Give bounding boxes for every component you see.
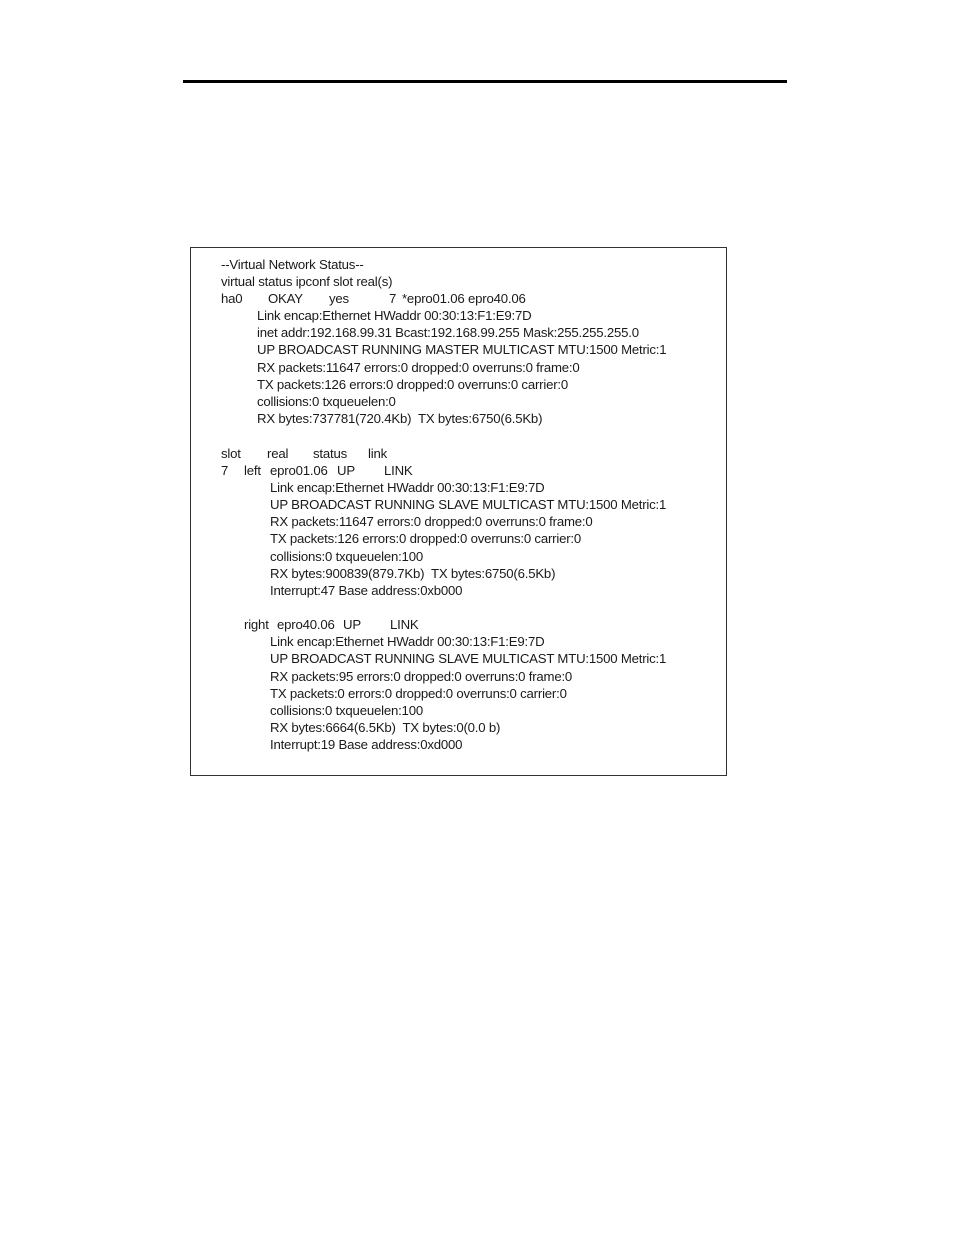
- left-status: UP: [337, 463, 355, 478]
- virtual-detail-line: RX bytes:737781(720.4Kb) TX bytes:6750(6.5Kb): [257, 411, 543, 426]
- left-side: left: [244, 463, 261, 478]
- slot-header-link: link: [368, 446, 387, 461]
- virtual-column-header: virtual status ipconf slot real(s): [221, 274, 393, 289]
- virtual-detail-line: RX packets:11647 errors:0 dropped:0 overruns:0 frame:0: [257, 360, 580, 375]
- right-real: epro40.06: [277, 617, 335, 632]
- right-detail-line: TX packets:0 errors:0 dropped:0 overruns:0 carrier:0: [270, 686, 567, 701]
- virtual-detail-line: TX packets:126 errors:0 dropped:0 overruns:0 carrier:0: [257, 377, 568, 392]
- virtual-name: ha0: [221, 291, 243, 306]
- right-detail-line: Interrupt:19 Base address:0xd000: [270, 737, 463, 752]
- virtual-status: OKAY: [268, 291, 303, 306]
- output-heading: --Virtual Network Status--: [221, 257, 364, 272]
- left-detail-line: collisions:0 txqueuelen:100: [270, 549, 423, 564]
- left-real: epro01.06: [270, 463, 328, 478]
- right-side: right: [244, 617, 269, 632]
- slot-header-real: real: [267, 446, 289, 461]
- left-detail-line: RX bytes:900839(879.7Kb) TX bytes:6750(6.5Kb): [270, 566, 556, 581]
- right-detail-line: RX bytes:6664(6.5Kb) TX bytes:0(0.0 b): [270, 720, 501, 735]
- right-detail-line: UP BROADCAST RUNNING SLAVE MULTICAST MTU:1500 Metric:1: [270, 651, 667, 666]
- left-detail-line: TX packets:126 errors:0 dropped:0 overruns:0 carrier:0: [270, 531, 581, 546]
- virtual-slot: 7: [389, 291, 397, 306]
- slot-header-status: status: [313, 446, 347, 461]
- right-link: LINK: [390, 617, 419, 632]
- left-detail-line: Interrupt:47 Base address:0xb000: [270, 583, 463, 598]
- right-detail-line: RX packets:95 errors:0 dropped:0 overruns:0 frame:0: [270, 669, 573, 684]
- right-detail-line: Link encap:Ethernet HWaddr 00:30:13:F1:E9:7D: [270, 634, 545, 649]
- right-status: UP: [343, 617, 361, 632]
- virtual-detail-line: collisions:0 txqueuelen:0: [257, 394, 396, 409]
- left-detail-line: RX packets:11647 errors:0 dropped:0 overruns:0 frame:0: [270, 514, 593, 529]
- left-slot: 7: [221, 463, 229, 478]
- virtual-ipconf: yes: [329, 291, 349, 306]
- left-detail-line: Link encap:Ethernet HWaddr 00:30:13:F1:E9:7D: [270, 480, 545, 495]
- virtual-reals: *epro01.06 epro40.06: [402, 291, 526, 306]
- right-detail-line: collisions:0 txqueuelen:100: [270, 703, 423, 718]
- slot-header-slot: slot: [221, 446, 241, 461]
- virtual-detail-line: inet addr:192.168.99.31 Bcast:192.168.99.255 Mask:255.255.255.0: [257, 325, 639, 340]
- left-link: LINK: [384, 463, 413, 478]
- virtual-detail-line: UP BROADCAST RUNNING MASTER MULTICAST MTU:1500 Metric:1: [257, 342, 667, 357]
- left-detail-line: UP BROADCAST RUNNING SLAVE MULTICAST MTU:1500 Metric:1: [270, 497, 667, 512]
- virtual-detail-line: Link encap:Ethernet HWaddr 00:30:13:F1:E9:7D: [257, 308, 532, 323]
- header-rule: [183, 80, 787, 83]
